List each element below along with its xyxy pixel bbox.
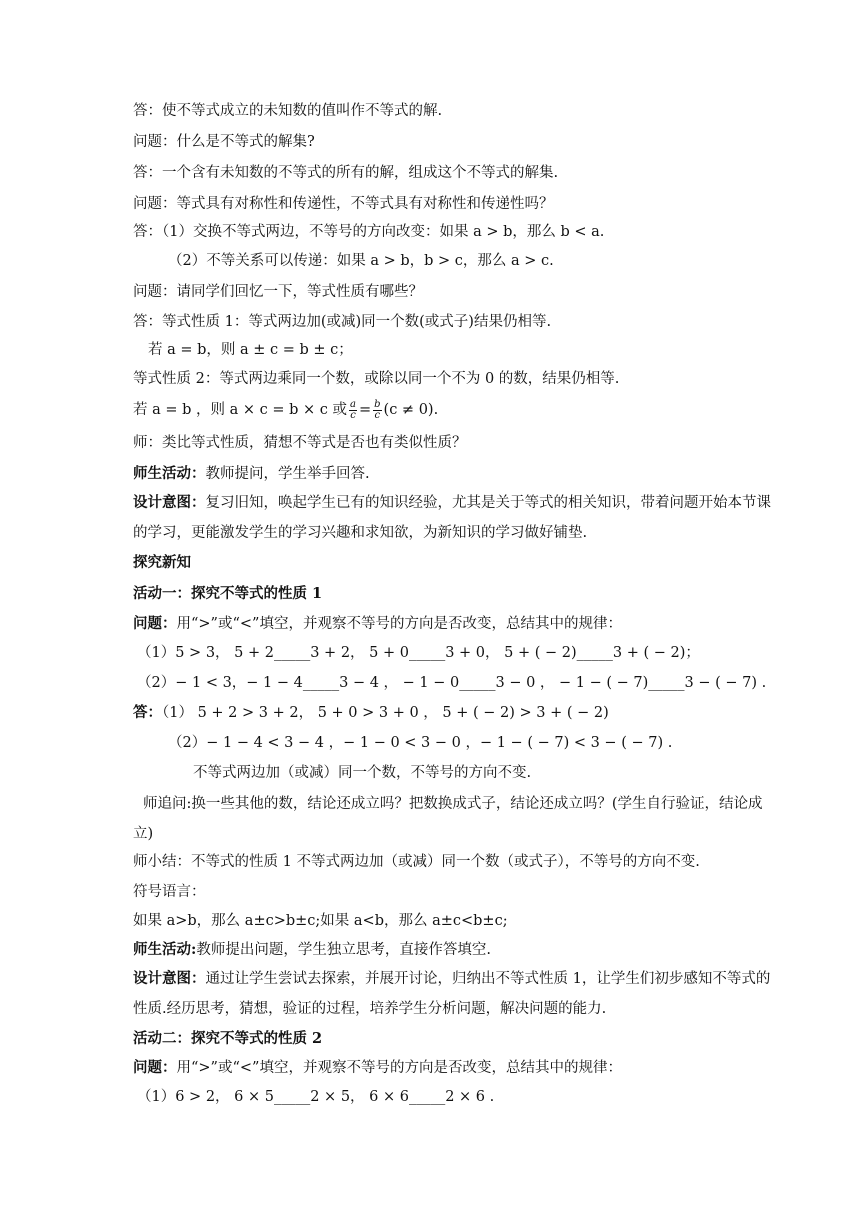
fraction-b-over-c [373, 400, 381, 421]
activity-label: 师生活动: [133, 941, 197, 958]
question-line: 问题：请同学们回忆一下，等式性质有哪些？ [133, 284, 423, 300]
answer-line: （2）不等关系可以传递：如果 a > b，b > c，那么 a > c. [168, 253, 554, 269]
equals-sign: = [358, 402, 372, 418]
question-text: 用“>”或“<”填空，并观察不等号的方向是否改变，总结其中的规律： [176, 616, 622, 632]
exercise-line: （1）5 > 3， 5 + 2_____3 + 2， 5 + 0_____3 + 0， 5 + ( − 2)_____3 + ( − 2)； [137, 645, 700, 661]
fraction-denominator: c [374, 409, 381, 421]
formula-line [133, 396, 438, 424]
activity-line [133, 940, 491, 960]
exercise-line: （1）6 > 2， 6 × 5_____2 × 5， 6 × 6_____2 × 6 . [137, 1089, 495, 1105]
question-label: 问题： [133, 1059, 177, 1076]
activity-label: 师生活动： [133, 465, 206, 482]
question-line: 问题：等式具有对称性和传递性，不等式具有对称性和传递性吗？ [133, 196, 554, 212]
fraction-denominator: c [350, 409, 356, 421]
fraction-numerator: a [350, 398, 356, 410]
activity-text: 教师提出问题，学生独立思考，直接作答填空. [196, 942, 491, 958]
fraction-a-over-c [349, 400, 357, 421]
answer-line: （2）− 1 − 4 < 3 − 4 ，− 1 − 0 < 3 − 0 ，− 1 − ( − 7) < 3 − ( − 7) . [168, 735, 673, 751]
activity-text: 教师提问，学生举手回答. [205, 466, 370, 482]
design-intent-label: 设计意图： [133, 970, 206, 987]
fraction-numerator: b [374, 398, 381, 410]
question-line [133, 1058, 622, 1078]
answer-line: 答：（1）交换不等式两边，不等号的方向改变：如果 a > b，那么 b < a. [133, 224, 605, 240]
answer-line: 答：使不等式成立的未知数的值叫作不等式的解. [133, 103, 443, 119]
text-line: 等式性质 2：等式两边乘同一个数，或除以同一个不为 0 的数，结果仍相等. [133, 371, 620, 387]
answer-label: 答： [133, 704, 162, 721]
question-label: 问题： [133, 615, 177, 632]
design-intent-text: 通过让学生尝试去探索，并展开讨论，归纳出不等式性质 1，让学生们初步感知不等式的性质.经历思考，猜想，验证的过程，培养学生分析问题，解决问题的能力. [133, 971, 771, 1017]
design-intent-paragraph [133, 964, 773, 1024]
answer-line: 答：等式性质 1：等式两边加(或减)同一个数(或式子)结果仍相等. [133, 314, 552, 330]
formula-prefix: 若 a = b ，则 a × c = b × c 或 [133, 402, 348, 418]
answer-line [133, 703, 609, 723]
text-line: 符号语言： [133, 884, 206, 900]
follow-up-paragraph: 师追问:换一些其他的数，结论还成立吗？把数换成式子，结论还成立吗？(学生自行验证，结论成立) [133, 796, 763, 842]
section-heading: 探究新知 [133, 554, 191, 571]
question-line: 问题：什么是不等式的解集? [133, 134, 315, 150]
question-text: 用“>”或“<”填空，并观察不等号的方向是否改变，总结其中的规律： [176, 1060, 622, 1076]
formula-suffix: (c ≠ 0). [383, 402, 439, 418]
formula-line: 若 a = b，则 a ± c = b ± c； [148, 342, 353, 358]
teacher-line: 师：类比等式性质，猜想不等式是否也有类似性质？ [133, 435, 467, 451]
design-intent-text: 复习旧知，唤起学生已有的知识经验，尤其是关于等式的相关知识，带着问题开始本节课的学习，更能激发学生的学习兴趣和求知欲，为新知识的学习做好铺垫. [133, 495, 771, 541]
activity-line [133, 464, 370, 484]
design-intent-paragraph [133, 488, 773, 548]
design-intent-label: 设计意图： [133, 494, 206, 511]
formula-line: 如果 a>b，那么 a±c>b±c;如果 a<b，那么 a±c<b±c; [133, 913, 508, 929]
summary-line: 师小结：不等式的性质 1 不等式两边加（或减）同一个数（或式子），不等号的方向不变. [133, 854, 700, 870]
activity-heading: 活动二：探究不等式的性质 2 [133, 1030, 323, 1047]
answer-text: （1） 5 + 2 > 3 + 2， 5 + 0 > 3 + 0 ， 5 + ( − 2) > 3 + ( − 2) [162, 705, 609, 721]
activity-heading: 活动一：探究不等式的性质 1 [133, 585, 323, 602]
exercise-line: （2）− 1 < 3，− 1 − 4_____3 − 4 ， − 1 − 0_____3 − 0 ， − 1 − ( − 7)_____3 − ( − 7) . [137, 675, 767, 691]
question-line [133, 614, 622, 634]
answer-conclusion: 不等式两边加（或减）同一个数，不等号的方向不变. [193, 765, 532, 781]
answer-line: 答：一个含有未知数的不等式的所有的解，组成这个不等式的解集. [133, 165, 559, 181]
